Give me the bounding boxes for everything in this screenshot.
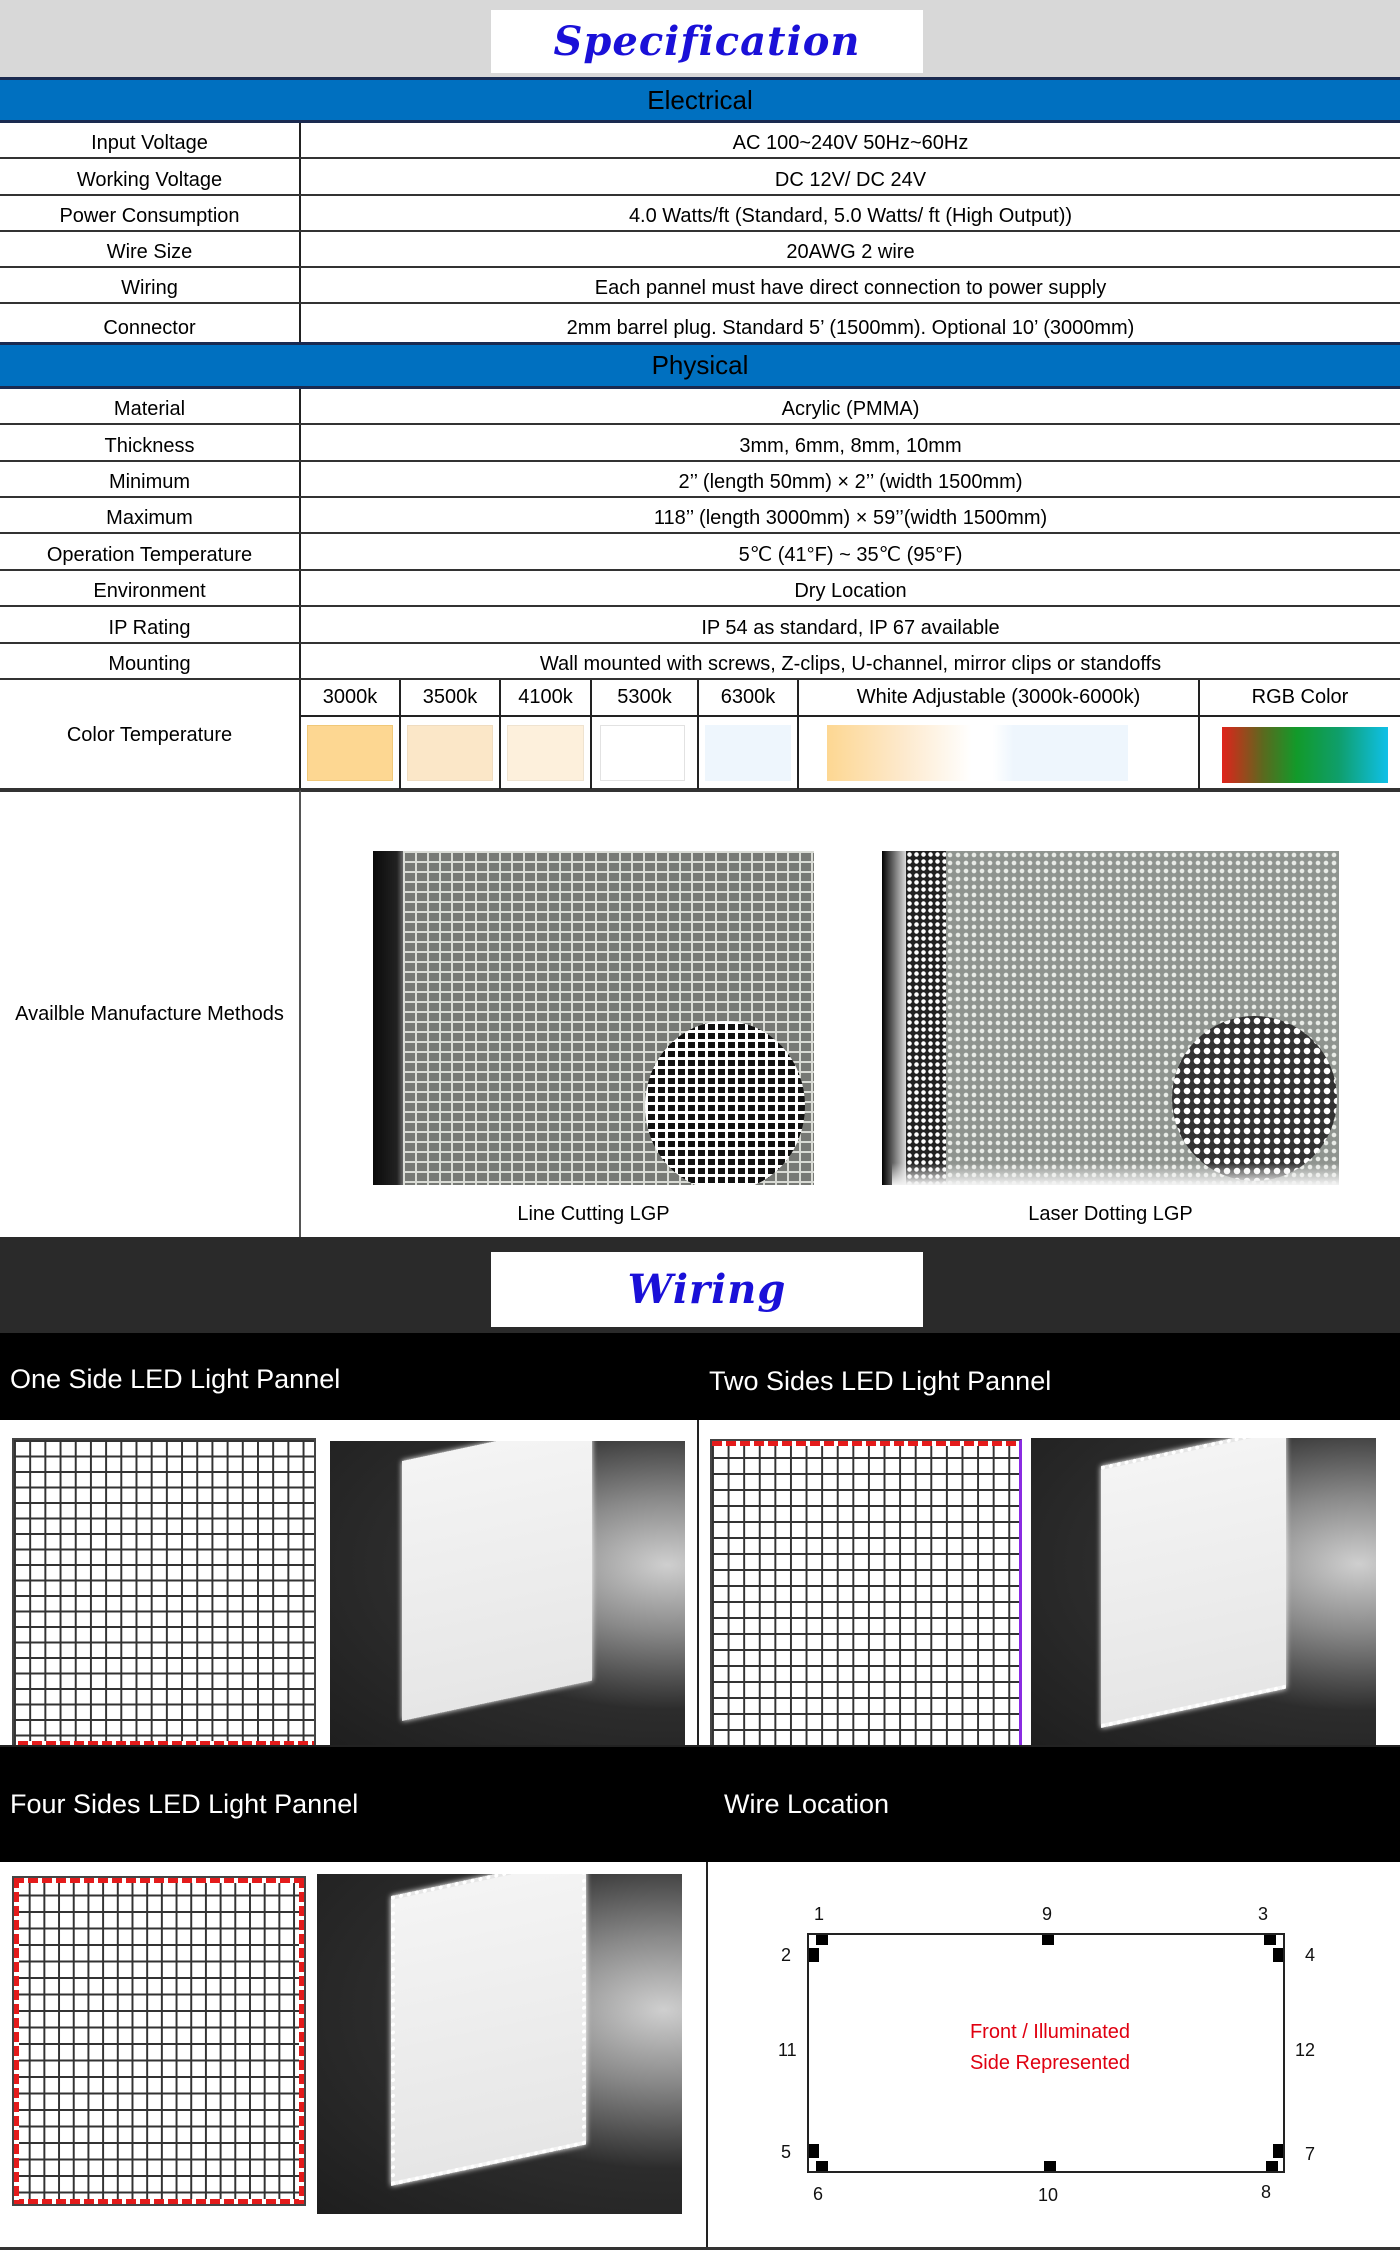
color-swatch-cell	[401, 717, 501, 789]
color-swatch-cell	[1200, 717, 1400, 789]
spec-value: AC 100~240V 50Hz~60Hz	[732, 132, 969, 154]
spec-value: 118’’ (length 3000mm) × 59’’(width 1500mm)	[653, 507, 1048, 529]
two-sides-panel-photo	[1031, 1438, 1376, 1753]
wire-point-label: 5	[781, 2142, 792, 2162]
spec-row-input-voltage	[0, 123, 1400, 159]
led-strip-bottom-marker	[14, 2199, 304, 2204]
spec-label: Thickness	[0, 425, 301, 460]
two-sides-panel-header	[699, 1333, 1400, 1420]
laser-dotting-lgp-image	[882, 851, 1339, 1185]
led-strip-left-marker	[14, 1878, 19, 2204]
wire-location-header	[708, 1745, 1400, 1862]
wire-location-center-text	[930, 2017, 1170, 2079]
wire-point-7-marker	[1273, 2144, 1283, 2158]
color-option-header-5300k	[592, 680, 699, 717]
lit-panel-shape	[1101, 1438, 1286, 1728]
spec-label: Connector	[0, 304, 301, 342]
spec-label: IP Rating	[0, 607, 301, 642]
color-swatch-cell	[592, 717, 699, 789]
wire-point-1-marker	[816, 1935, 828, 1945]
spec-label: Material	[0, 389, 301, 423]
wire-point-6-marker	[816, 2161, 828, 2171]
manufacture-methods-label	[0, 790, 301, 1237]
wiring-title-box	[491, 1252, 923, 1327]
wire-point-10-marker	[1044, 2161, 1056, 2171]
spec-row-wire-size	[0, 232, 1400, 268]
spec-label: Environment	[0, 571, 301, 605]
wire-point-label: 6	[813, 2184, 824, 2204]
color-option-name: 3000k	[322, 686, 378, 708]
color-swatch-4100k	[507, 725, 584, 781]
color-swatch-rgb	[1222, 727, 1388, 783]
one-side-grid-diagram	[12, 1438, 316, 1748]
four-sides-panel-header	[0, 1745, 708, 1862]
electrical-header-text: Electrical	[647, 84, 753, 115]
line-cutting-lgp-image	[373, 851, 814, 1185]
physical-section-header	[0, 342, 1400, 389]
spec-label: Power Consumption	[0, 196, 301, 230]
spec-value: 20AWG 2 wire	[786, 241, 915, 263]
spec-row-working-voltage	[0, 159, 1400, 196]
wire-point-2-marker	[809, 1948, 819, 1962]
color-temperature-label	[0, 680, 301, 790]
dense-dot-strip	[906, 851, 946, 1185]
wire-point-label: 9	[1042, 1904, 1053, 1924]
spec-label: Wire Size	[0, 232, 301, 266]
spec-row-thickness	[0, 425, 1400, 462]
four-sides-grid-diagram	[12, 1876, 306, 2206]
wire-point-9-marker	[1042, 1935, 1054, 1945]
spec-value: Each pannel must have direct connection to power supply	[594, 277, 1107, 299]
color-temperature-label-text: Color Temperature	[66, 723, 233, 746]
spec-label: Operation Temperature	[0, 534, 301, 569]
center-text-line-2: Side Represented	[969, 2052, 1131, 2074]
color-swatch-3000k	[307, 725, 393, 781]
color-option-header-rgb	[1200, 680, 1400, 717]
specification-title: Specification	[553, 18, 861, 65]
wire-point-label: 3	[1258, 1904, 1269, 1924]
color-option-name: 6300k	[720, 686, 776, 708]
color-option-name: 4100k	[518, 686, 573, 708]
spec-row-wiring	[0, 268, 1400, 304]
wire-location-title: Wire Location	[724, 1789, 890, 1819]
color-option-name: 3500k	[422, 686, 478, 708]
image-bottom-glow	[892, 1163, 1339, 1185]
spec-value: 4.0 Watts/ft (Standard, 5.0 Watts/ ft (High Output))	[628, 205, 1073, 227]
line-cutting-caption: Line Cutting LGP	[517, 1203, 670, 1225]
color-swatch-cell	[301, 717, 401, 789]
wire-point-4-marker	[1273, 1948, 1283, 1962]
spec-label: Working Voltage	[0, 159, 301, 194]
color-option-header-3000k	[301, 680, 401, 717]
two-sides-panel-title: Two Sides LED Light Pannel	[709, 1366, 1052, 1396]
one-side-panel-photo	[330, 1441, 685, 1751]
manufacture-methods-label-text: Availble Manufacture Methods	[15, 1003, 284, 1025]
lit-panel-shape	[391, 1874, 586, 2186]
lit-panel-shape	[402, 1441, 592, 1721]
four-sides-panel-title: Four Sides LED Light Pannel	[10, 1789, 359, 1819]
wire-point-label: 2	[781, 1945, 792, 1965]
spec-label: Wiring	[0, 268, 301, 302]
wire-point-label: 4	[1305, 1945, 1316, 1965]
spec-value: 5℃ (41°F) ~ 35℃ (95°F)	[738, 544, 963, 566]
four-sides-panel-photo	[317, 1874, 682, 2214]
center-text-line-1: Front / Illuminated	[969, 2021, 1131, 2043]
color-option-name: 5300k	[617, 686, 672, 708]
color-swatch-6300k	[705, 725, 791, 781]
spec-value: DC 12V/ DC 24V	[774, 169, 927, 191]
spec-row-minimum	[0, 462, 1400, 498]
spec-row-mounting	[0, 644, 1400, 680]
spec-label: Minimum	[0, 462, 301, 496]
color-swatch-3500k	[407, 725, 493, 781]
spec-label: Maximum	[0, 498, 301, 532]
spec-value: Acrylic (PMMA)	[781, 398, 920, 420]
wiring-title: Wiring	[627, 1266, 787, 1313]
spec-value: 2mm barrel plug. Standard 5’ (1500mm). Optional 10’ (3000mm)	[566, 317, 1135, 339]
color-swatch-white-adjustable	[827, 725, 1128, 781]
wire-point-label: 7	[1305, 2144, 1316, 2164]
led-strip-top-marker	[14, 1878, 304, 1883]
spec-value: Dry Location	[794, 580, 907, 602]
laser-dotting-caption: Laser Dotting LGP	[1028, 1203, 1193, 1225]
spec-value: 2’’ (length 50mm) × 2’’ (width 1500mm)	[678, 471, 1023, 493]
wire-point-label: 1	[814, 1904, 825, 1924]
wire-point-5-marker	[809, 2144, 819, 2158]
color-option-name: White Adjustable (3000k-6000k)	[856, 686, 1141, 708]
color-option-header-4100k	[501, 680, 592, 717]
spec-row-operation-temperature	[0, 534, 1400, 571]
spec-label: Mounting	[0, 644, 301, 678]
spec-row-power-consumption	[0, 196, 1400, 232]
color-option-header-6300k	[699, 680, 799, 717]
spec-row-maximum	[0, 498, 1400, 534]
four-sides-panel-content	[0, 1862, 708, 2250]
wire-point-3-marker	[1264, 1935, 1276, 1945]
wire-point-8-marker	[1266, 2161, 1278, 2171]
two-sides-grid-diagram	[710, 1439, 1022, 1759]
spec-value: Wall mounted with screws, Z-clips, U-channel, mirror clips or standoffs	[539, 653, 1162, 675]
spec-value: IP 54 as standard, IP 67 available	[701, 617, 1000, 639]
color-swatch-cell	[699, 717, 799, 789]
led-strip-right-marker	[299, 1878, 304, 2204]
color-option-name: RGB Color	[1251, 686, 1349, 708]
wire-point-label: 11	[778, 2040, 797, 2060]
spec-row-connector	[0, 304, 1400, 342]
wire-point-label: 10	[1038, 2185, 1059, 2205]
color-swatch-5300k	[600, 725, 685, 781]
color-option-header-white-adjustable	[799, 680, 1200, 717]
two-sides-panel-content	[701, 1420, 1400, 1745]
wire-point-label: 8	[1261, 2182, 1272, 2202]
spec-value: 3mm, 6mm, 8mm, 10mm	[739, 435, 962, 457]
wire-point-label: 12	[1295, 2040, 1316, 2060]
physical-header-text: Physical	[651, 350, 749, 380]
color-option-header-3500k	[401, 680, 501, 717]
spec-label: Input Voltage	[0, 123, 301, 157]
spec-row-material	[0, 389, 1400, 425]
specification-title-box	[491, 10, 923, 73]
image-edge	[882, 851, 908, 1185]
wire-location-content	[710, 1862, 1400, 2250]
one-side-panel-content	[0, 1420, 699, 1745]
electrical-section-header	[0, 77, 1400, 123]
color-swatch-cell	[799, 717, 1200, 789]
color-swatch-cell	[501, 717, 592, 789]
line-grid-zoom-circle	[645, 1021, 805, 1185]
dot-zoom-circle	[1172, 1016, 1337, 1181]
spec-row-ip-rating	[0, 607, 1400, 644]
spec-row-environment	[0, 571, 1400, 607]
one-side-panel-header	[0, 1333, 699, 1420]
one-side-panel-title: One Side LED Light Pannel	[10, 1364, 341, 1394]
led-strip-top-marker	[712, 1441, 1019, 1446]
